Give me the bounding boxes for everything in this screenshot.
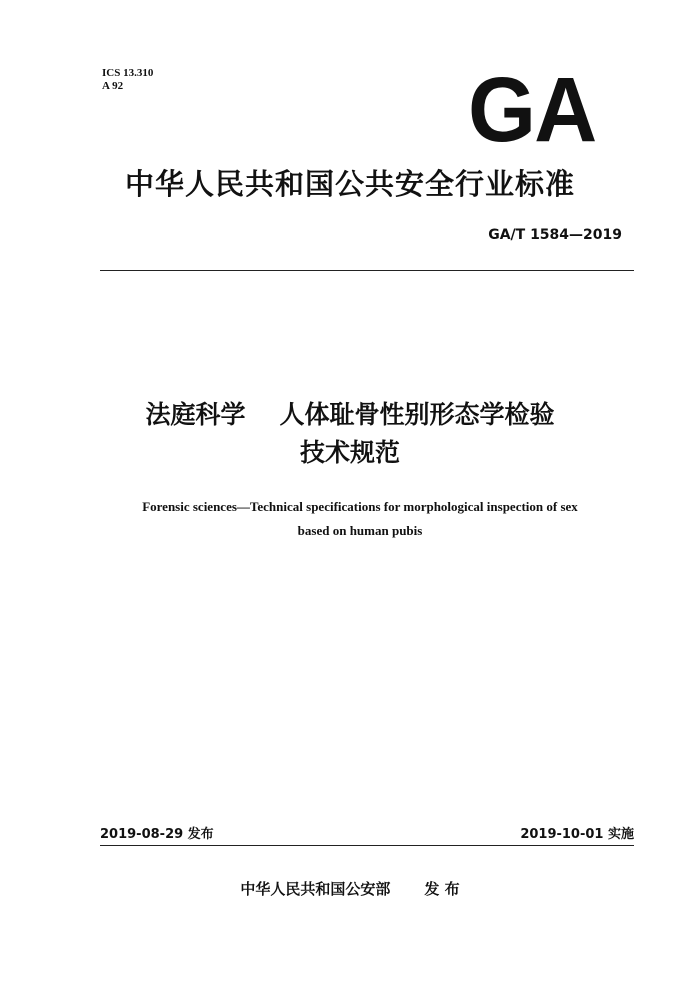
- english-title: [60, 495, 660, 543]
- english-title-line1: Forensic sciences—Technical specifications for morphological inspection of sex: [142, 499, 578, 514]
- classification-codes: [102, 67, 153, 93]
- implementation-date: 2019-10-01 实施: [520, 827, 634, 842]
- chinese-title-part1: 法庭科学: [145, 400, 246, 429]
- chinese-title-line1: [0, 396, 700, 434]
- english-title-line2: based on human pubis: [297, 523, 423, 538]
- issue-date: 2019-08-29 发布: [100, 827, 214, 842]
- chinese-title: [0, 396, 700, 472]
- ga-logo: GA: [468, 59, 596, 161]
- standard-number: GA/T 1584—2019: [488, 227, 622, 243]
- standard-category: 中华人民共和国公共安全行业标准: [124, 167, 575, 201]
- top-divider: [100, 270, 634, 271]
- issuer-action: 发 布: [424, 880, 460, 898]
- chinese-title-line2: 技术规范: [299, 438, 400, 467]
- chinese-title-part2: 人体耻骨性别形态学检验: [279, 400, 555, 429]
- issuer-line: [0, 878, 700, 899]
- ccs-code: A 92: [102, 80, 124, 92]
- bottom-divider: [100, 845, 634, 846]
- issuer-name: 中华人民共和国公安部: [240, 880, 391, 898]
- ics-code: ICS 13.310: [102, 67, 154, 79]
